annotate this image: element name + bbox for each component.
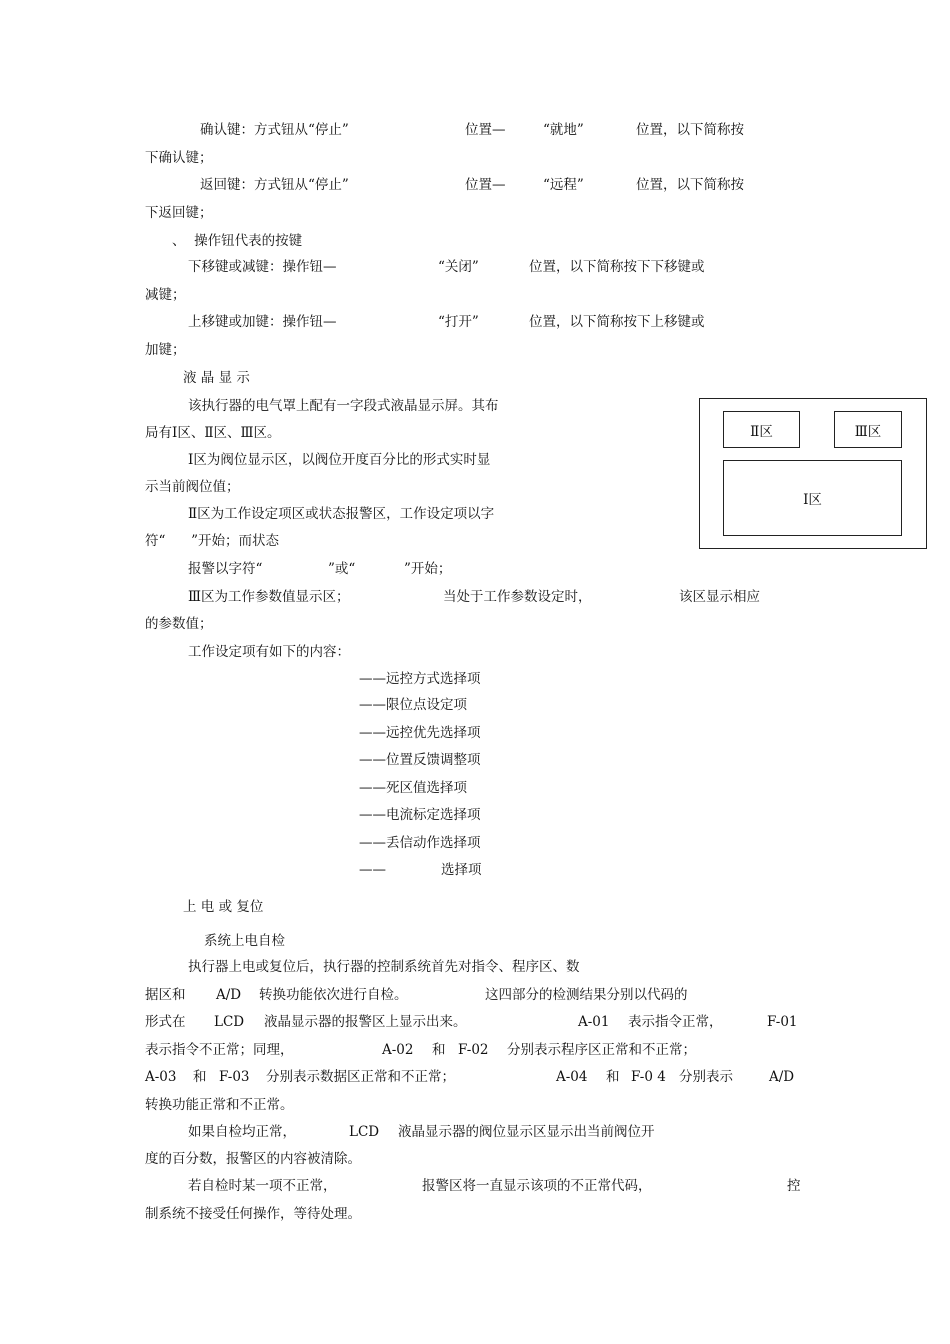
down-key-text: 减键； [145, 287, 186, 303]
paragraph-text: 的参数值； [145, 616, 213, 632]
return-key-text: 位置— [465, 177, 506, 193]
paragraph-text: 分别表示数据区正常和不正常； [266, 1069, 455, 1085]
return-key-text: 下返回键； [145, 205, 213, 221]
up-key-text: 位置，以下简称按下上移键或 [529, 314, 705, 330]
paragraph-text: 转换功能依次进行自检。 [259, 987, 408, 1003]
return-key-text: 位置，以下简称按 [636, 177, 744, 193]
paragraph-text: 控 [787, 1178, 801, 1194]
paragraph-text: 分别表示程序区正常和不正常； [507, 1042, 696, 1058]
paragraph-text: 表示指令不正常；同理， [145, 1042, 294, 1058]
section-heading: 、 操作钮代表的按键 [172, 233, 303, 249]
paragraph-text: F-03 [219, 1069, 250, 1085]
paragraph-text: 和 [432, 1042, 446, 1058]
paragraph-text: 示当前阀位值； [145, 479, 240, 495]
confirm-key-text: “就地” [543, 122, 584, 138]
paragraph-text: 制系统不接受任何操作，等待处理。 [145, 1206, 361, 1222]
paragraph-text: 符“ ”开始；而状态 [145, 533, 280, 549]
list-item: ——电流标定选择项 [359, 807, 481, 823]
lcd-zone-2 [723, 411, 800, 448]
paragraph-text: 工作设定项有如下的内容： [188, 644, 350, 660]
lcd-zone-1-label: Ⅰ区 [803, 492, 822, 508]
paragraph-text: LCD [349, 1124, 380, 1140]
paragraph-text: LCD [214, 1014, 245, 1030]
confirm-key-text: 确认键：方式钮从“停止” [200, 122, 349, 138]
list-item: ——死区值选择项 [359, 780, 467, 796]
up-key-text: 上移键或加键：操作钮— [188, 314, 337, 330]
paragraph-text: ”或“ [328, 561, 356, 577]
list-item: ——位置反馈调整项 [359, 752, 481, 768]
paragraph-text: 液晶显示器的阀位显示区显示出当前阀位开 [398, 1124, 655, 1140]
paragraph-text: 和 [606, 1069, 620, 1085]
paragraph-text: 报警以字符“ [188, 561, 263, 577]
paragraph-text: A-02 [382, 1042, 414, 1058]
paragraph-text: 如果自检均正常， [188, 1124, 296, 1140]
list-item: ——远控优先选择项 [359, 725, 481, 741]
subsection-heading: 系统上电自检 [204, 933, 285, 949]
lcd-zone-1 [723, 460, 902, 536]
up-key-text: 加键； [145, 342, 186, 358]
paragraph-text: 液晶显示器的报警区上显示出来。 [264, 1014, 467, 1030]
paragraph-text: 这四部分的检测结果分别以代码的 [485, 987, 688, 1003]
paragraph-text: 度的百分数，报警区的内容被清除。 [145, 1151, 361, 1167]
confirm-key-text: 位置— [465, 122, 506, 138]
confirm-key-text: 下确认键； [145, 150, 213, 166]
paragraph-text: A/D [216, 987, 242, 1003]
list-item: 选择项 [441, 862, 482, 878]
paragraph-text: A/D [769, 1069, 795, 1085]
down-key-text: 下移键或减键：操作钮— [188, 259, 337, 275]
confirm-key-text: 位置，以下简称按 [636, 122, 744, 138]
return-key-text: 返回键：方式钮从“停止” [200, 177, 349, 193]
paragraph-text: Ⅲ区为工作参数值显示区； [188, 589, 350, 605]
down-key-text: “关闭” [438, 259, 479, 275]
list-item: ——远控方式选择项 [359, 671, 481, 687]
paragraph-text: 形式在 [145, 1014, 186, 1030]
paragraph-text: ”开始； [404, 561, 452, 577]
paragraph-text: 该执行器的电气罩上配有一字段式液晶显示屏。其布 [188, 398, 499, 414]
paragraph-text: 据区和 [145, 987, 186, 1003]
paragraph-text: 分别表示 [679, 1069, 733, 1085]
paragraph-text: 报警区将一直显示该项的不正常代码， [422, 1178, 652, 1194]
paragraph-text: Ⅰ区为阀位显示区，以阀位开度百分比的形式实时显 [188, 452, 491, 468]
lcd-zone-3-label: Ⅲ区 [854, 423, 882, 440]
paragraph-text: F-01 [767, 1014, 798, 1030]
paragraph-text: 和 [193, 1069, 207, 1085]
list-item-dash: —— [359, 862, 386, 878]
paragraph-text: 执行器上电或复位后，执行器的控制系统首先对指令、程序区、数 [188, 959, 580, 975]
lcd-zone-3 [834, 411, 902, 448]
section-heading: 液 晶 显 示 [183, 370, 250, 386]
paragraph-text: A-03 [145, 1069, 177, 1085]
down-key-text: 位置，以下简称按下下移键或 [529, 259, 705, 275]
paragraph-text: 若自检时某一项不正常， [188, 1178, 337, 1194]
paragraph-text: F-0 4 [631, 1069, 666, 1085]
paragraph-text: 局有Ⅰ区、Ⅱ区、Ⅲ区。 [145, 425, 281, 441]
section-heading: 上 电 或 复位 [183, 899, 264, 915]
paragraph-text: 当处于工作参数设定时， [443, 589, 592, 605]
paragraph-text: A-04 [556, 1069, 588, 1085]
list-item: ——丢信动作选择项 [359, 835, 481, 851]
lcd-layout-diagram [699, 398, 927, 549]
paragraph-text: F-02 [458, 1042, 489, 1058]
paragraph-text: A-01 [578, 1014, 610, 1030]
return-key-text: “远程” [543, 177, 584, 193]
up-key-text: “打开” [438, 314, 479, 330]
paragraph-text: Ⅱ区为工作设定项区或状态报警区，工作设定项以字 [188, 506, 495, 522]
paragraph-text: 转换功能正常和不正常。 [145, 1097, 294, 1113]
lcd-zone-2-label: Ⅱ区 [750, 423, 773, 440]
paragraph-text: 该区显示相应 [679, 589, 760, 605]
paragraph-text: 表示指令正常， [628, 1014, 723, 1030]
list-item: ——限位点设定项 [359, 697, 467, 713]
